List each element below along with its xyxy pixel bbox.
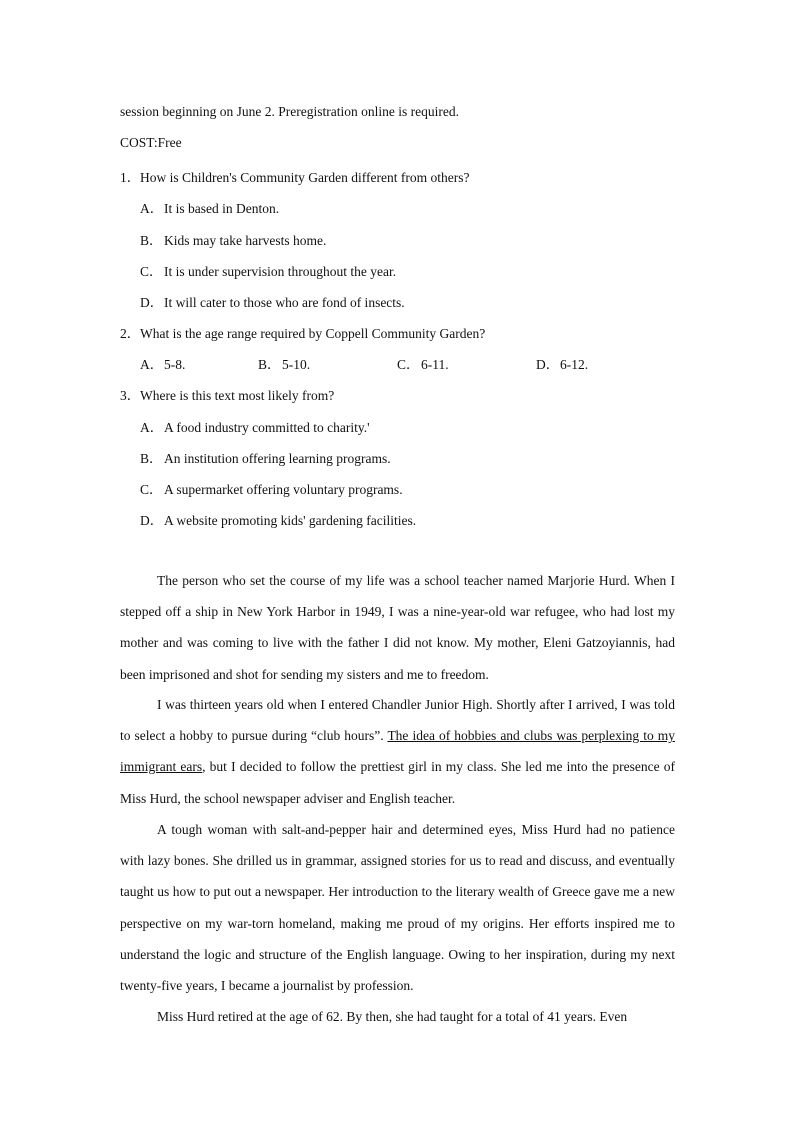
option-label: A． bbox=[140, 420, 164, 435]
passage-paragraph-2 bbox=[120, 689, 675, 814]
passage-paragraph-1: The person who set the course of my life was a school teacher named Marjorie Hurd. When I stepped off a ship in New York Harbor in 1949, I was a nine-year-old war refugee, who had lost my mother and was coming to live with the father I did not know. My mother, Eleni Gatzoyiannis, had been imprisoned and shot for sending my sisters and me to freedom. bbox=[120, 573, 675, 682]
question-text: What is the age range required by Coppell Community Garden? bbox=[140, 326, 486, 341]
option-label: A． bbox=[140, 357, 164, 372]
question-text: Where is this text most likely from? bbox=[140, 388, 335, 403]
option-text: It is under supervision throughout the year. bbox=[164, 264, 397, 279]
option-label: B． bbox=[140, 451, 163, 466]
option-label: D． bbox=[140, 513, 164, 528]
question-text: How is Children's Community Garden different from others? bbox=[140, 170, 470, 185]
option-text: 6-12. bbox=[560, 357, 589, 372]
intro-line-cost: COST:Free bbox=[120, 135, 182, 150]
option-label: D． bbox=[140, 295, 164, 310]
question-1 bbox=[120, 166, 470, 186]
question-2-option-d bbox=[536, 353, 588, 373]
question-number: 3． bbox=[120, 388, 141, 403]
question-2 bbox=[120, 322, 485, 342]
question-3 bbox=[120, 384, 334, 404]
question-3-option-c bbox=[140, 478, 403, 498]
option-label: B． bbox=[140, 233, 163, 248]
option-label: B． bbox=[258, 357, 281, 372]
question-number: 2． bbox=[120, 326, 141, 341]
option-text: 5-10. bbox=[282, 357, 311, 372]
option-text: A food industry committed to charity.' bbox=[164, 420, 370, 435]
option-text: It will cater to those who are fond of insects. bbox=[164, 295, 405, 310]
question-3-option-b bbox=[140, 447, 391, 467]
intro-line-registration: session beginning on June 2. Preregistration online is required. bbox=[120, 104, 459, 119]
option-label: A． bbox=[140, 201, 164, 216]
passage-paragraph-3: A tough woman with salt-and-pepper hair and determined eyes, Miss Hurd had no patience with lazy bones. She drilled us in grammar, assigned stories for us to read and discuss, and eventually taught us how to put out a newspaper. Her introduction to the literary wealth of Greece gave me a new perspective on my war-torn homeland, making me proud of my origins. Her efforts inspired me to understand the logic and structure of the English language. Owing to her inspiration, during my next twenty-five years, I became a journalist by profession. bbox=[120, 822, 675, 994]
question-2-option-a bbox=[140, 353, 258, 373]
question-2-option-c bbox=[397, 353, 536, 373]
option-text: 6-11. bbox=[421, 357, 449, 372]
question-1-option-c bbox=[140, 260, 396, 280]
question-3-option-a bbox=[140, 416, 370, 436]
question-3-option-d bbox=[140, 509, 416, 529]
paragraph-2-text-before: I was thirteen years old when I entered Chandler Junior High. Shortly after I arrived, I was told to select a hobby to pursue during “club hours”. bbox=[120, 697, 675, 744]
option-label: C． bbox=[397, 357, 420, 372]
option-text: A supermarket offering voluntary programs. bbox=[164, 482, 403, 497]
question-1-option-b bbox=[140, 229, 326, 249]
option-label: C． bbox=[140, 264, 163, 279]
question-2-option-b bbox=[258, 353, 397, 373]
option-text: A website promoting kids' gardening facilities. bbox=[164, 513, 417, 528]
paragraph-2-text-after: , but I decided to follow the prettiest girl in my class. She led me into the presence of Miss Hurd, the school newspaper adviser and English teacher. bbox=[120, 759, 675, 806]
option-label: C． bbox=[140, 482, 163, 497]
option-text: An institution offering learning programs. bbox=[164, 451, 391, 466]
passage-paragraph-4: Miss Hurd retired at the age of 62. By then, she had taught for a total of 41 years. Even bbox=[157, 1009, 628, 1024]
question-1-option-d bbox=[140, 291, 405, 311]
question-1-option-a bbox=[140, 197, 279, 217]
option-text: Kids may take harvests home. bbox=[164, 233, 327, 248]
question-number: 1． bbox=[120, 170, 141, 185]
option-text: 5-8. bbox=[164, 357, 186, 372]
option-label: D． bbox=[536, 357, 560, 372]
underlined-phrase: The idea of hobbies and clubs was perplexing to my immigrant ears bbox=[120, 728, 675, 775]
question-2-options-row bbox=[140, 353, 588, 373]
option-text: It is based in Denton. bbox=[164, 201, 280, 216]
